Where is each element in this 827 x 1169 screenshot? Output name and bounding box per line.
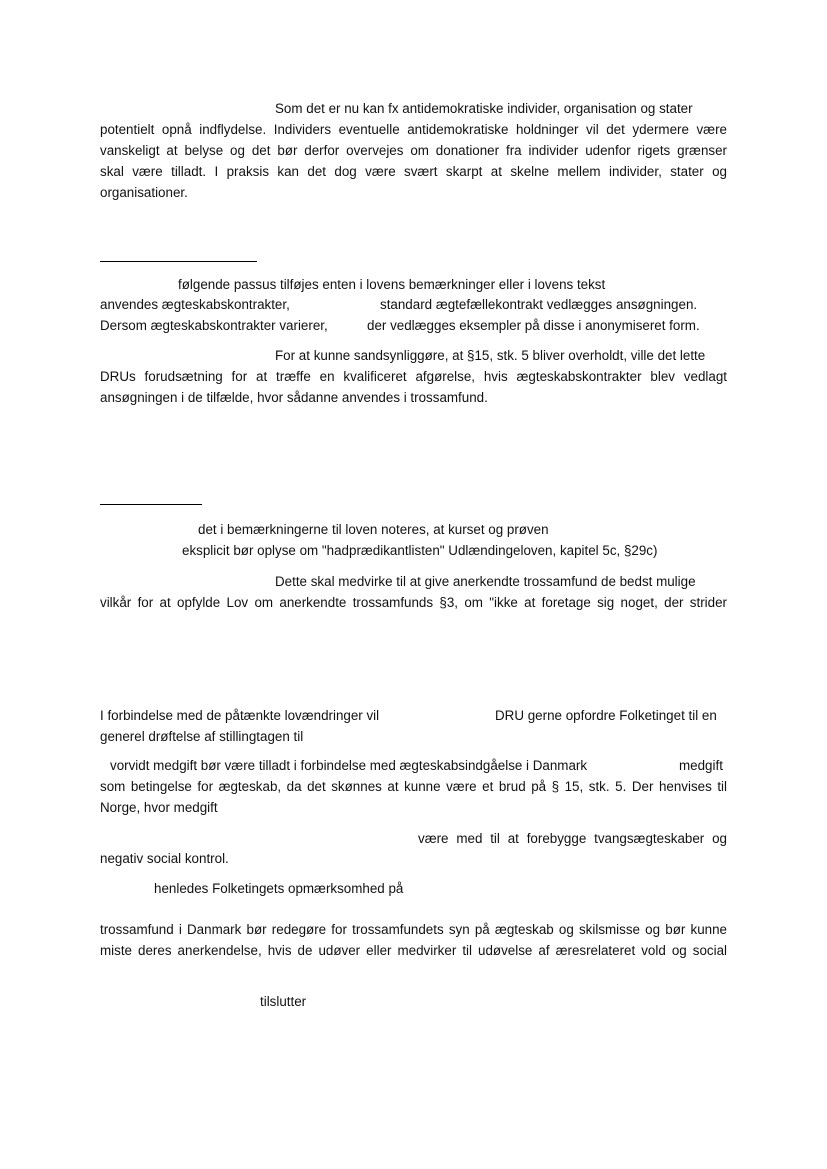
s2-line-3a: Dersom ægteskabskontrakter varierer, [100, 318, 328, 333]
s2-line-2a: anvendes ægteskabskontrakter, [100, 297, 290, 312]
s4-p2-line-1b: medgift [679, 758, 723, 773]
s1-line-2: potentielt opnå indflydelse. Individers eventuelle antidemokratiske holdninger vil det ydermere være [100, 122, 727, 137]
s1-line-3: vanskeligt at belyse og det bør derfor overvejes om donationer fra individer udenfor rigets grænser [100, 143, 727, 158]
s2-p2-line-2: DRUs forudsætning for at træffe en kvalificeret afgørelse, hvis ægteskabskontrakter blev vedlagt [100, 369, 727, 384]
s3-p2-line-2: vilkår for at opfylde Lov om anerkendte trossamfunds §3, om "ikke at foretage sig noget, der strider [100, 595, 727, 610]
s2-line-3b: der vedlægges eksempler på disse i anonymiseret form. [367, 318, 700, 333]
footnote-rule-2 [100, 504, 202, 505]
s2-p2-line-1: For at kunne sandsynliggøre, at §15, stk. 5 bliver overholdt, ville det lette [275, 348, 706, 363]
s4-p5-line-1: trossamfund i Danmark bør redegøre for trossamfundets syn på ægteskab og skilsmisse og bør kunne [100, 922, 727, 937]
s4-p3-line-1: være med til at forebygge tvangsægteskaber og [418, 831, 727, 846]
s4-line-2: generel drøftelse af stillingtagen til [100, 729, 304, 744]
s4-line-1b: DRU gerne opfordre Folketinget til en [495, 708, 717, 723]
s4-p3-line-2: negativ social kontrol. [100, 851, 229, 866]
s1-line-1: Som det er nu kan fx antidemokratiske individer, organisation og stater [275, 101, 693, 116]
s2-line-1: følgende passus tilføjes enten i lovens bemærkninger eller i lovens tekst [178, 277, 606, 292]
s4-p6-line-1: tilslutter [260, 994, 307, 1009]
s4-line-1a: I forbindelse med de påtænkte lovændringer vil [100, 708, 380, 723]
s3-line-2: eksplicit bør oplyse om "hadprædikantlisten" Udlændingeloven, kapitel 5c, §29c) [182, 543, 658, 558]
s2-line-2b: standard ægtefællekontrakt vedlægges ansøgningen. [380, 297, 698, 312]
s3-p2-line-1: Dette skal medvirke til at give anerkendte trossamfund de bedst mulige [275, 574, 696, 589]
s4-p2-line-1a: vorvidt medgift bør være tilladt i forbindelse med ægteskabsindgåelse i Danmark [110, 758, 588, 773]
s3-line-1: det i bemærkningerne til loven noteres, at kurset og prøven [198, 522, 549, 537]
s4-p5-line-2: miste deres anerkendelse, hvis de udøver eller medvirker til udøvelse af æresrelateret vold og social [100, 943, 727, 958]
s4-p2-line-2: som betingelse for ægteskab, da det skønnes at kunne være et brud på § 15, stk. 5. Der henvises til [100, 779, 727, 794]
footnote-rule-1 [100, 261, 257, 262]
s1-line-4: skal være tilladt. I praksis kan det dog være svært skarpt at skelne mellem individer, stater og [100, 164, 727, 179]
s2-p2-line-3: ansøgningen i de tilfælde, hvor sådanne anvendes i trossamfund. [100, 390, 488, 405]
s1-line-5: organisationer. [100, 185, 188, 200]
s4-p4-line-1: henledes Folketingets opmærksomhed på [154, 881, 404, 896]
s4-p2-line-3: Norge, hvor medgift [100, 800, 218, 815]
